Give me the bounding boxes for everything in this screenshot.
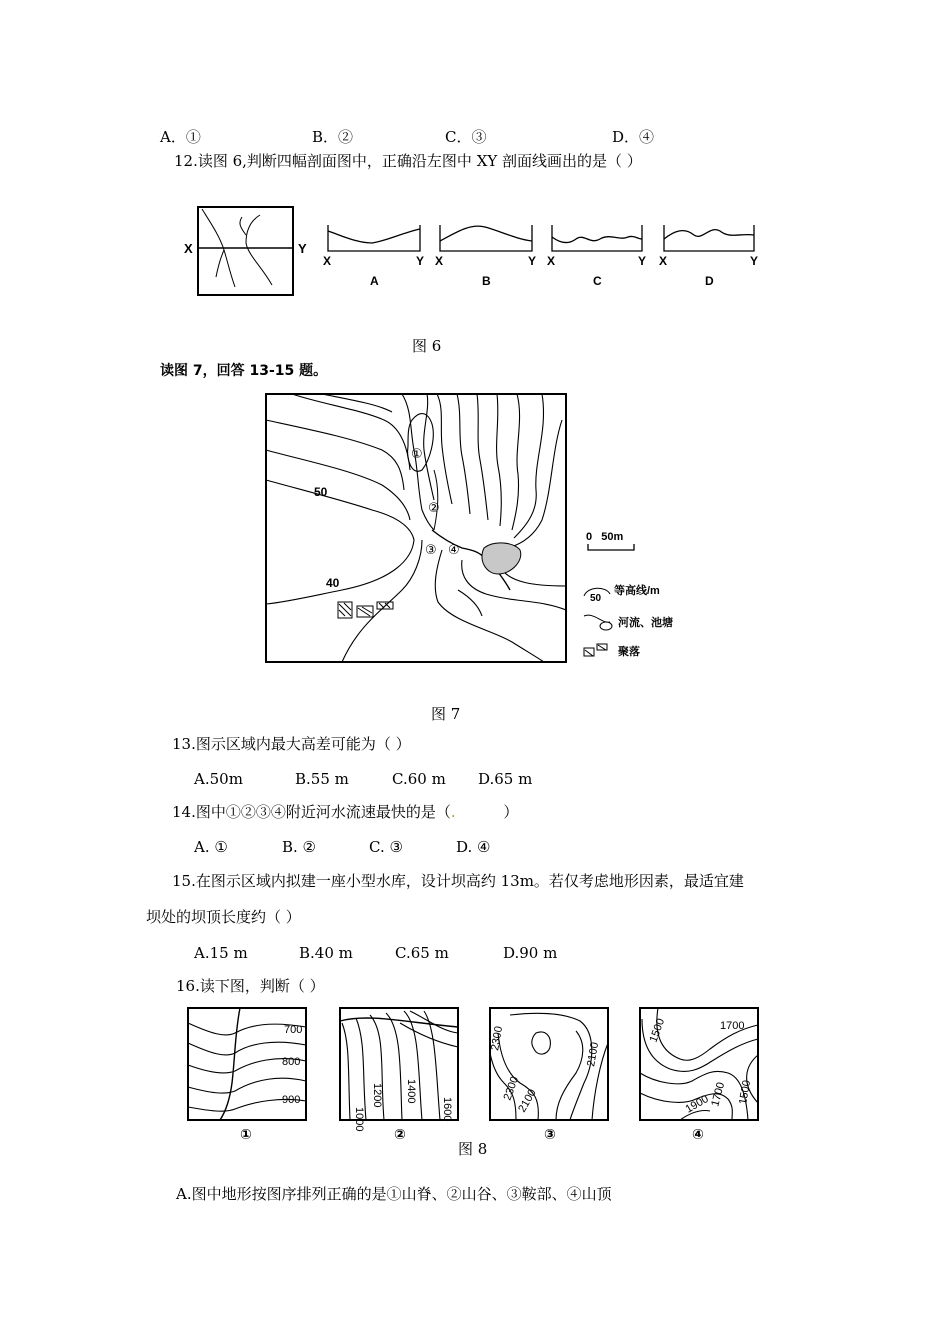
fig8-map-2-label: ② (394, 1126, 406, 1142)
fig8-map-1-label: ① (240, 1126, 252, 1142)
fig8-map-3 (489, 1008, 608, 1142)
profile-c (547, 225, 646, 288)
fig8-map-4-value-1700-bottom: 1700 (709, 1081, 728, 1108)
fig8-map-1-value-700: 700 (284, 1024, 303, 1036)
q13-option-d: D.65 m (478, 770, 533, 788)
profile-a-y: Y (416, 254, 425, 268)
legend-contour-text: 等高线/m (614, 585, 660, 597)
fig8-map-2-value-1000: 1000 (353, 1107, 365, 1132)
fig7-scale-text: 0 50m (586, 531, 624, 543)
fig7-contour-label-40: 40 (326, 576, 340, 590)
q11-option-b: B．② (312, 128, 354, 146)
figure-6-caption: 图 6 (412, 337, 442, 355)
fig8-map-1 (188, 1008, 306, 1142)
fig8-map-4-value-1900: 1900 (683, 1092, 711, 1116)
q11-option-d: D．④ (612, 128, 655, 146)
legend-contour-value: 50 (590, 593, 602, 604)
q15-stem-line1: 15.在图示区域内拟建一座小型水库，设计坝高约 13m。若仅考虑地形因素，最适宜建 (172, 872, 744, 890)
fig6-map-y: Y (298, 241, 307, 256)
fig6-map (184, 207, 307, 295)
q13-option-a: A.50m (194, 770, 243, 788)
legend-river-text: 河流、池塘 (618, 617, 673, 629)
figure-6 (180, 195, 770, 305)
fig8-map-1-value-900: 900 (282, 1094, 301, 1106)
q16-stem: 16.读下图，判断（ ） (176, 977, 325, 995)
fig6-map-x: X (184, 241, 193, 256)
fig8-map-4-label: ④ (692, 1126, 704, 1142)
fig8-map-2-value-1400: 1400 (405, 1079, 417, 1104)
q14-stem-before: 14.图中①②③④附近河水流速最快的是（ (172, 803, 451, 821)
q16-option-a: A.图中地形按图序排列正确的是①山脊、②山谷、③鞍部、④山顶 (176, 1185, 612, 1203)
profile-d-label: D (705, 274, 714, 288)
q12-stem: 12.读图 6,判断四幅剖面图中，正确沿左图中 XY 剖面线画出的是（ ） (174, 152, 642, 170)
fig8-map-2 (340, 1008, 458, 1142)
profile-b-y: Y (528, 254, 537, 268)
q11-option-c: C．③ (445, 128, 487, 146)
fig8-map-3-value-2300-bottom: 2300 (501, 1074, 522, 1103)
fig8-map-4-value-1700-top: 1700 (720, 1020, 745, 1032)
fig8-map-3-value-2300-top: 2300 (489, 1025, 506, 1052)
profile-c-y: Y (638, 254, 647, 268)
profile-d (659, 225, 758, 288)
fig7-pond (482, 543, 521, 574)
profile-b (435, 225, 536, 288)
fig8-map-2-value-1600: 1600 (441, 1097, 453, 1122)
fig8-map-2-value-1200: 1200 (371, 1083, 383, 1108)
q14-option-d: D. ④ (456, 838, 491, 856)
q13-stem: 13.图示区域内最大高差可能为（ ） (172, 735, 411, 753)
fig7-point-3: ③ (425, 542, 437, 557)
q14-option-b: B. ② (282, 838, 317, 856)
profile-c-x: X (547, 254, 556, 268)
q15-option-a: A.15 m (194, 944, 248, 962)
q15-option-c: C.65 m (395, 944, 449, 962)
fig7-point-1: ① (411, 446, 423, 461)
fig8-map-1-value-800: 800 (282, 1056, 301, 1068)
q14-stem-mark: . (450, 803, 456, 821)
figure-7-caption: 图 7 (431, 705, 461, 723)
q13-option-c: C.60 m (392, 770, 446, 788)
q15-option-d: D.90 m (503, 944, 558, 962)
legend-settlement-text: 聚落 (618, 646, 640, 658)
q14-option-c: C. ③ (369, 838, 403, 856)
fig7-point-4: ④ (448, 542, 460, 557)
q14-stem (172, 803, 518, 821)
q15-stem-line2: 坝处的坝顶长度约（ ） (146, 908, 301, 926)
profile-a-x: X (323, 254, 332, 268)
fig7-heading: 读图 7，回答 13-15 题。 (160, 363, 328, 379)
fig8-map-4 (640, 1008, 758, 1142)
figure-8-caption: 图 8 (458, 1140, 488, 1158)
profile-d-x: X (659, 254, 668, 268)
fig7-legend (584, 583, 673, 658)
fig7-settlements (338, 602, 393, 618)
q15-option-b: B.40 m (299, 944, 353, 962)
fig7-scale (586, 531, 634, 550)
fig7-point-2: ② (428, 500, 440, 515)
fig8-map-4-value-1500-right: 1500 (737, 1079, 754, 1106)
fig8-map-4-value-1500-top: 1500 (647, 1016, 668, 1045)
q14-stem-after: ） (455, 803, 519, 821)
q13-option-b: B.55 m (295, 770, 349, 788)
profile-c-label: C (593, 274, 602, 288)
profile-a (323, 225, 424, 288)
figure-7 (262, 390, 682, 668)
fig7-contour-label-50: 50 (314, 485, 328, 499)
profile-a-label: A (370, 274, 379, 288)
fig8-map-3-value-2100-bottom: 2100 (516, 1087, 539, 1115)
fig8-map-3-value-2100-right: 2100 (585, 1041, 602, 1068)
profile-d-y: Y (750, 254, 759, 268)
profile-b-x: X (435, 254, 444, 268)
profile-b-label: B (482, 274, 491, 288)
fig8-map-3-label: ③ (544, 1126, 556, 1142)
q14-option-a: A. ① (194, 838, 228, 856)
q11-option-a: A．① (160, 128, 201, 146)
figure-8 (180, 1003, 770, 1145)
